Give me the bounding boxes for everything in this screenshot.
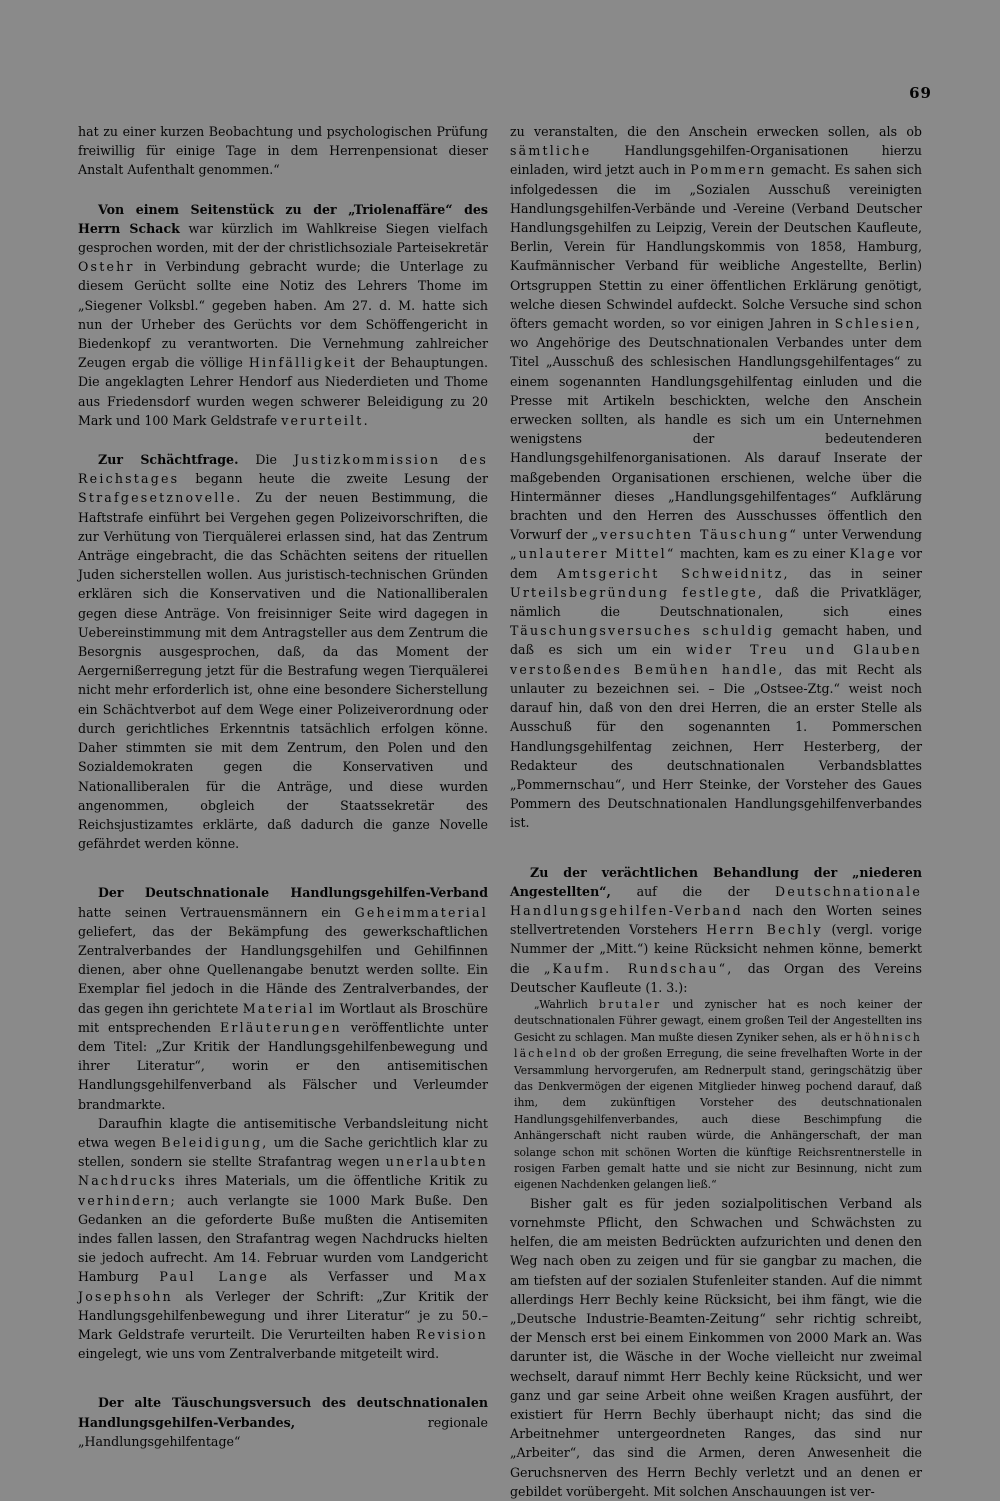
article-paragraph: Daraufhin klagte die antisemitische Verbandsleitung nicht etwa wegen Beleidigung, um die Sache gerichtlich klar zu stellen, sondern sie stellte Strafantrag wegen unerlaubten Nachdrucks ihres Materials, um die öffentliche Kritik zu verhindern; auch verlangte sie 1000 Mark Buße. Den Gedanken an die geforderte Buße mußten die Antisemiten indes fallen lassen, den Strafantrag wegen Nachdrucks hielten sie jedoch aufrecht. Am 14. Februar wurden vom Landgericht Hamburg Paul Lange als Verfasser und Max Josephsohn als Verleger der Schrift: „Zur Kritik der Handlungsgehilfenbewegung und ihrer Literatur“ je zu 50.– Mark Geldstrafe verurteilt. Die Verurteilten haben Revision eingelegt, wie uns vom Zentralverbande mitgeteilt wird. bbox=[78, 1115, 488, 1362]
article-heading: Zu der verächtlichen Behandlung der „niederen Angestellten“, bbox=[510, 864, 922, 899]
article-schaechtfrage: Zur Schächtfrage. Die Justizkommission des Reichstages begann heute die zweite Lesung der Strafgesetznovelle. Zu der neuen Bestimmung, die Haftstrafe einführt bei Vergehen gegen Polizeivorschriften, die zur Verhütung von Tierquälerei erlassen sind, hat das Zentrum Anträge eingebracht, die das Schächten seitens der rituellen Juden sicherstellen wollen. Aus juristisch-technischen Gründen erklären sich die Konservativen und die Nationalliberalen gegen diese Anträge. Von freisinniger Seite wird dagegen in Uebereinstimmung mit dem Antragsteller aus dem Zentrum die Besorgnis ausgesprochen, daß, da das Moment der Aergernißerregung jetzt für die Bestrafung wegen Tierquälerei nicht mehr erforderlich ist, ohne eine besondere Sicherstellung ein Schächtverbot auf dem Wege einer Polizeiverordnung oder durch gerichtliches Erkenntnis tatsächlich erfolgen könne. Daher stimmten sie mit dem Zentrum, den Polen und den Sozialdemokraten gegen die Konservativen und Nationalliberalen für die Anträge, und diese wurden angenommen, obgleich der Staatssekretär des Reichsjustizamtes erklärte, daß dadurch die ganze Novelle gefährdet werden könne. bbox=[78, 452, 488, 852]
article-heading: Der alte Täuschungsversuch des deutschnationalen Handlungsgehilfen-Verbandes, bbox=[78, 1395, 488, 1430]
article-heading: Zur Schächtfrage. bbox=[98, 452, 239, 468]
left-column bbox=[78, 122, 488, 1451]
page-number: 69 bbox=[909, 84, 932, 102]
article-heading: Von einem Seitenstück zu der „Triolenaffäre“ des Herrn Schack bbox=[78, 201, 488, 236]
article-paragraph: Bisher galt es für jeden sozialpolitischen Verband als vornehmste Pflicht, den Schwachen und Schwächsten zu helfen, die am meisten Bedrückten aufzurichten und denen den Weg nach oben zu zeigen und für sie gangbar zu machen, die am tiefsten auf der sozialen Stufenleiter standen. Auf die nimmt allerdings Herr Bechly keine Rücksicht, bei ihm fängt, wie die „Deutsche Industrie-Beamten-Zeitung“ sehr richtig schreibt, der Mensch erst bei einem Einkommen von 2000 Mark an. Was darunter ist, die Wäsche in der Woche vielleicht nur zweimal wechselt, darauf nimmt Herr Bechly keine Rücksicht, und wer ganz und gar seine Arbeit ohne weißen Kragen ausführt, der existiert für Herrn Bechly überhaupt nicht; das sind die Arbeitnehmer untergeordneten Ranges, das sind nur „Arbeiter“, das sind die Armen, deren Anwesenheit die Geruchsnerven des Herrn Bechly verletzt und an denen er gebildet vorübergeht. Mit solchen Anschauungen ist ver- bbox=[510, 1195, 922, 1499]
article-taeuschungsversuch: Der alte Täuschungsversuch des deutschnationalen Handlungsgehilfen-Verbandes, regionale „Handlungsgehilfentage“ bbox=[78, 1395, 488, 1449]
article-continuation: zu veranstalten, die den Anschein erwecken sollen, als ob sämtliche Handlungsgehilfen-Organisationen hierzu einladen, wird jetzt auch in Pommern gemacht. Es sahen sich infolgedessen die im „Sozialen Ausschuß vereinigten Handlungsgehilfen-Verbände und -Vereine (Verband Deutscher Handlungsgehilfen zu Leipzig, Verein der Deutschen Kaufleute, Berlin, Verein für Handlungskommis von 1858, Hamburg, Kaufmännischer Verband für weibliche Angestellte, Berlin) Ortsgruppen Stettin zu einer öffentlichen Erklärung genötigt, welche diesen Schwindel aufdeckt. Solche Versuche sind schon öfters gemacht worden, so vor einigen Jahren in Schlesien, wo Angehörige des Deutschnationalen Verbandes unter dem Titel „Ausschuß des schlesischen Handlungsgehilfentages“ zu einem sogenannten Handlungsgehilfentag einluden und die Presse mit Artikeln beschickten, welche den Anschein erwecken sollten, als handle es sich um ein Unternehmen wenigstens der bedeutenderen Handlungsgehilfenorganisationen. Als darauf Inserate der maßgebenden Organisationen erschienen, welche über die Hintermänner dieses „Handlungsgehilfentages“ Aufklärung brachten und den Herren des Ausschusses öffentlich den Vorwurf der „versuchten Täuschung“ unter Verwendung „unlauterer Mittel“ machten, kam es zu einer Klage vor dem Amtsgericht Schweidnitz, das in seiner Urteilsbegründung festlegte, daß die Privatkläger, nämlich die Deutschnationalen, sich eines Täuschungsversuches schuldig gemacht haben, und daß es sich um ein wider Treu und Glauben verstoßendes Bemühen handle, das mit Recht als unlauter zu bezeichnen sei. – Die „Ostsee-Ztg.“ weist noch darauf hin, daß von den drei Herren, die an erster Stelle als Ausschuß für den sogenannten 1. Pommerschen Handlungsgehilfentag zeichnen, Herr Hesterberg, der Redakteur des deutschnationalen Verbandsblattes „Pommernschau“, und Herr Steinke, der Vorsteher des Gaues Pommern des Deutschnationalen Handlungsgehilfenverbandes ist. bbox=[510, 124, 923, 831]
article-triolenaffaere: Von einem Seitenstück zu der „Triolenaffäre“ des Herrn Schack war kürzlich im Wahlkreise Siegen vielfach gesprochen worden, mit der der christlichsoziale Parteisekretär Ostehr in Verbindung gebracht wurde; die Unterlage zu diesem Gerücht sollte eine Notiz des Lehrers Thome im „Siegener Volksbl.“ gegeben haben. Am 27. d. M. hatte sich nun der Urheber des Gerüchts vor dem Schöffengericht in Biedenkopf zu verantworten. Die Vernehmung zahlreicher Zeugen ergab die völlige Hinfälligkeit der Behauptungen. Die angeklagten Lehrer Hendorf aus Niederdieten und Thome aus Friedensdorf wurden wegen schwerer Beleidigung zu 20 Mark und 100 Mark Geldstrafe verurteilt. bbox=[78, 201, 488, 428]
article-niedere-angestellte: Zu der verächtlichen Behandlung der „niederen Angestellten“, auf die der Deutschnationale Handlungsgehilfen-Verband nach den Worten seines stellvertretenden Vorstehers Herrn Bechly (vergl. vorige Nummer der „Mitt.“) keine Rücksicht nehmen könne, bemerkt die „Kaufm. Rundschau“, das Organ des Vereins Deutscher Kaufleute (1. 3.): bbox=[510, 864, 923, 995]
right-column bbox=[510, 122, 922, 1501]
block-quote: „Wahrlich brutaler und zynischer hat es noch keiner der deutschnationalen Führer gewagt, einem großen Teil der Angestellten ins Gesicht zu schlagen. Man mußte diesen Zyniker sehen, als er höhnisch lächelnd ob der großen Erregung, die seine frevelhaften Worte in der Versammlung hervorgerufen, am Rednerpult stand, geringschätzig über das Denkvermögen der eigenen Mitglieder hinweg pochend darauf, daß ihm, dem zukünftigen Vorsteher des deutschnationalen Handlungsgehilfenverbandes, auch diese Beschimpfung die Anhängerschaft nicht rauben würde, die Anhängerschaft, der man solange schon mit schönen Worten die künftige Reichsrentnerstelle in rosigen Farben gemalt hatte und sie nicht zur Besinnung, nicht zum eigenen Nachdenken gelangen ließ.“ bbox=[514, 997, 922, 1192]
article-handlungsgehilfen-verband: Der Deutschnationale Handlungsgehilfen-Verband hatte seinen Vertrauensmännern ein Geheimmaterial geliefert, das der Bekämpfung des gewerkschaftlichen Zentralverbandes der Handlungsgehilfen und Gehilfinnen dienen, aber ohne Quellenangabe benutzt werden sollte. Ein Exemplar fiel jedoch in die Hände des Zentralverbandes, der das gegen ihn gerichtete Material im Wortlaut als Broschüre mit entsprechenden Erläuterungen veröffentlichte unter dem Titel: „Zur Kritik der Handlungsgehilfenbewegung und ihrer Literatur“, worin er den antisemitischen Handlungsgehilfenverband als Fälscher und Verleumder brandmarkte. bbox=[78, 885, 488, 1112]
article-heading: Der Deutschnationale Handlungsgehilfen-Verband bbox=[98, 885, 488, 901]
article-continuation: hat zu einer kurzen Beobachtung und psychologischen Prüfung freiwillig für einige Tage in dem Herrenpensionat dieser Anstalt Aufenthalt genommen.“ bbox=[78, 124, 488, 178]
